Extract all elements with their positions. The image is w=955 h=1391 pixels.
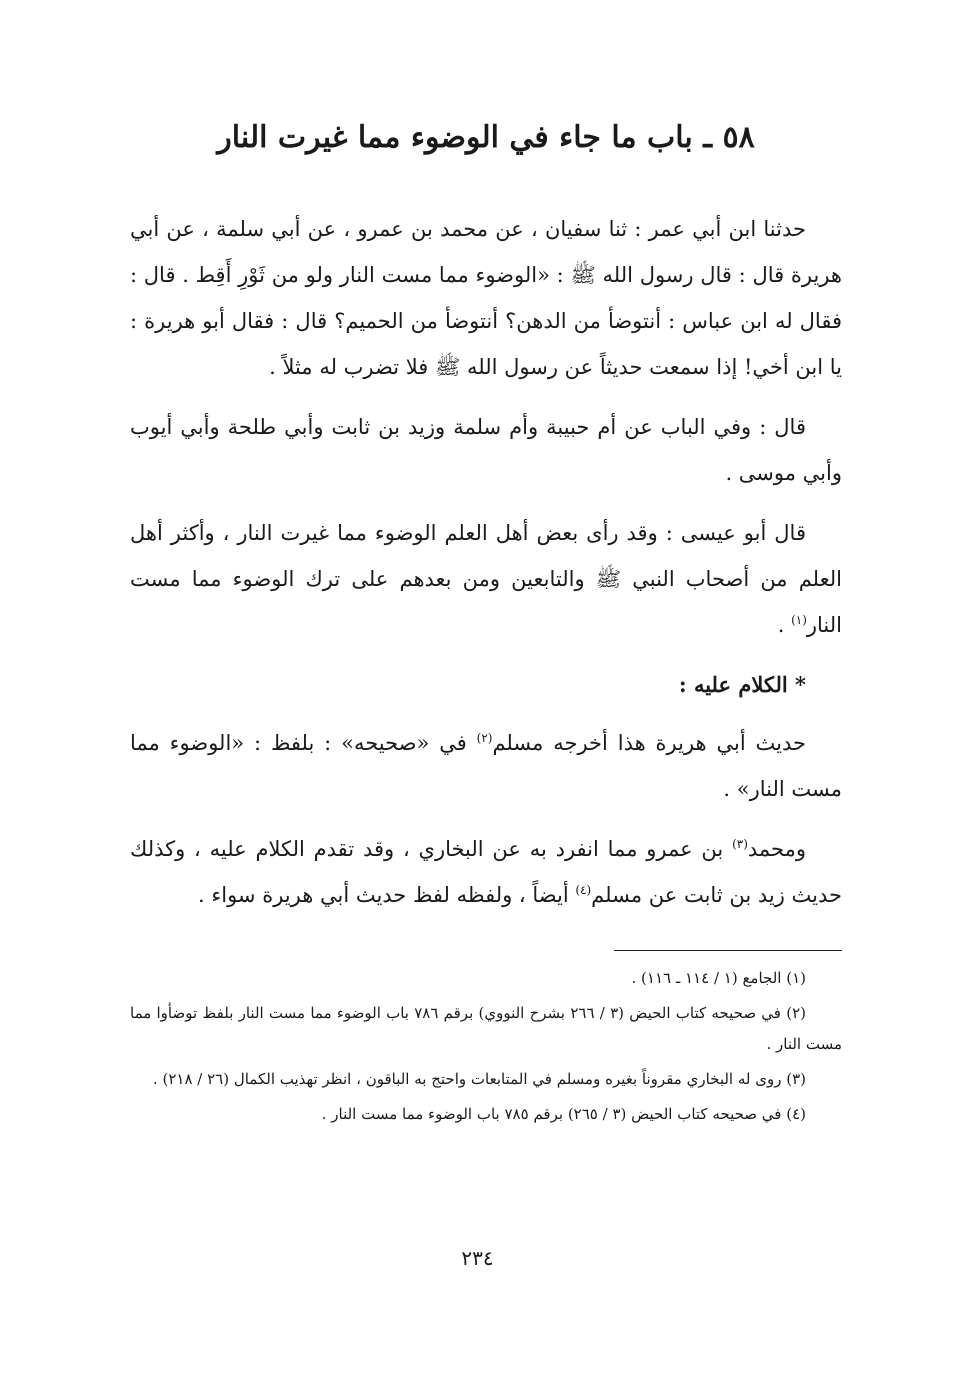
page-number: ٢٣٤ (461, 1246, 494, 1270)
footnote-marker-1[interactable]: (١) (791, 613, 807, 627)
footnote-4: (٤) في صحيحه كتاب الحيض (٣ / ٢٦٥) برقم ٧٨٥ باب الوضوء مما مست النار . (321, 1105, 806, 1123)
chapter-title: ٥٨ ـ باب ما جاء في الوضوء مما غيرت النار (217, 120, 755, 155)
footnote-separator (614, 950, 842, 951)
abu-isa-text: قال أبو عيسى : وقد رأى بعض أهل العلم الوضوء مما غيرت النار ، وأكثر أهل العلم من أصحاب النبي ﷺ والتابعين ومن بعدهم على ترك الوضوء مما مست النار (130, 521, 842, 637)
abu-isa-paragraph (130, 510, 842, 648)
footnote-marker-2[interactable]: (٢) (476, 731, 493, 745)
footnote-3: (٣) روى له البخاري مقروناً بغيره ومسلم في المتابعات واحتج به الباقون ، انظر تهذيب الكمال (٢٦ / ٢١٨) . (152, 1070, 806, 1088)
footnote-marker-4[interactable]: (٤) (575, 883, 592, 897)
book-page (130, 118, 842, 1134)
commentary-paragraph-muhammad (130, 826, 842, 918)
section-heading: * الكلام عليه : (678, 672, 806, 697)
commentary-muhammad-start: ومحمد (747, 837, 806, 861)
hadith-paragraph: حدثنا ابن أبي عمر : ثنا سفيان ، عن محمد بن عمرو ، عن أبي سلمة ، عن أبي هريرة قال : قال رسول الله ﷺ : «الوضوء مما مست النار ولو من ثَوْرِ أَقِط . قال : فقال له ابن عباس : أنتوضأ من الدهن؟ أنتوضأ من الحميم؟ قال : فقال أبو هريرة : يا ابن أخي! إذا سمعت حديثاً عن رسول الله ﷺ فلا تضرب له مثلاً . (130, 217, 842, 379)
footnote-marker-3[interactable]: (٣) (732, 837, 748, 851)
commentary-muhammad-middle: بن عمرو مما انفرد به عن البخاري ، وقد تقدم الكلام عليه ، وكذلك حديث زيد بن ثابت عن مسلم (130, 837, 842, 907)
footnote-1: (١) الجامع (١ / ١١٤ ـ ١١٦) . (631, 969, 806, 987)
commentary-hadith-text: حديث أبي هريرة هذا أخرجه مسلم (492, 731, 807, 755)
commentary-paragraph-hadith (130, 720, 842, 812)
chapter-references-paragraph: قال : وفي الباب عن أم حبيبة وأم سلمة وزيد بن ثابت وأبي طلحة وأبي أيوب وأبي موسى . (130, 415, 842, 485)
abu-isa-tail: . (777, 613, 792, 637)
commentary-hadith-tail: في «صحيحه» : بلفظ : «الوضوء مما مست النار» . (130, 731, 842, 801)
commentary-muhammad-tail: أيضاً ، ولفظه لفظ حديث أبي هريرة سواء . (198, 883, 576, 907)
footnote-2: (٢) في صحيحه كتاب الحيض (٣ / ٢٦٦ بشرح النووي) برقم ٧٨٦ باب الوضوء مما مست النار بلفظ توضأوا مما مست النار . (130, 1004, 842, 1053)
